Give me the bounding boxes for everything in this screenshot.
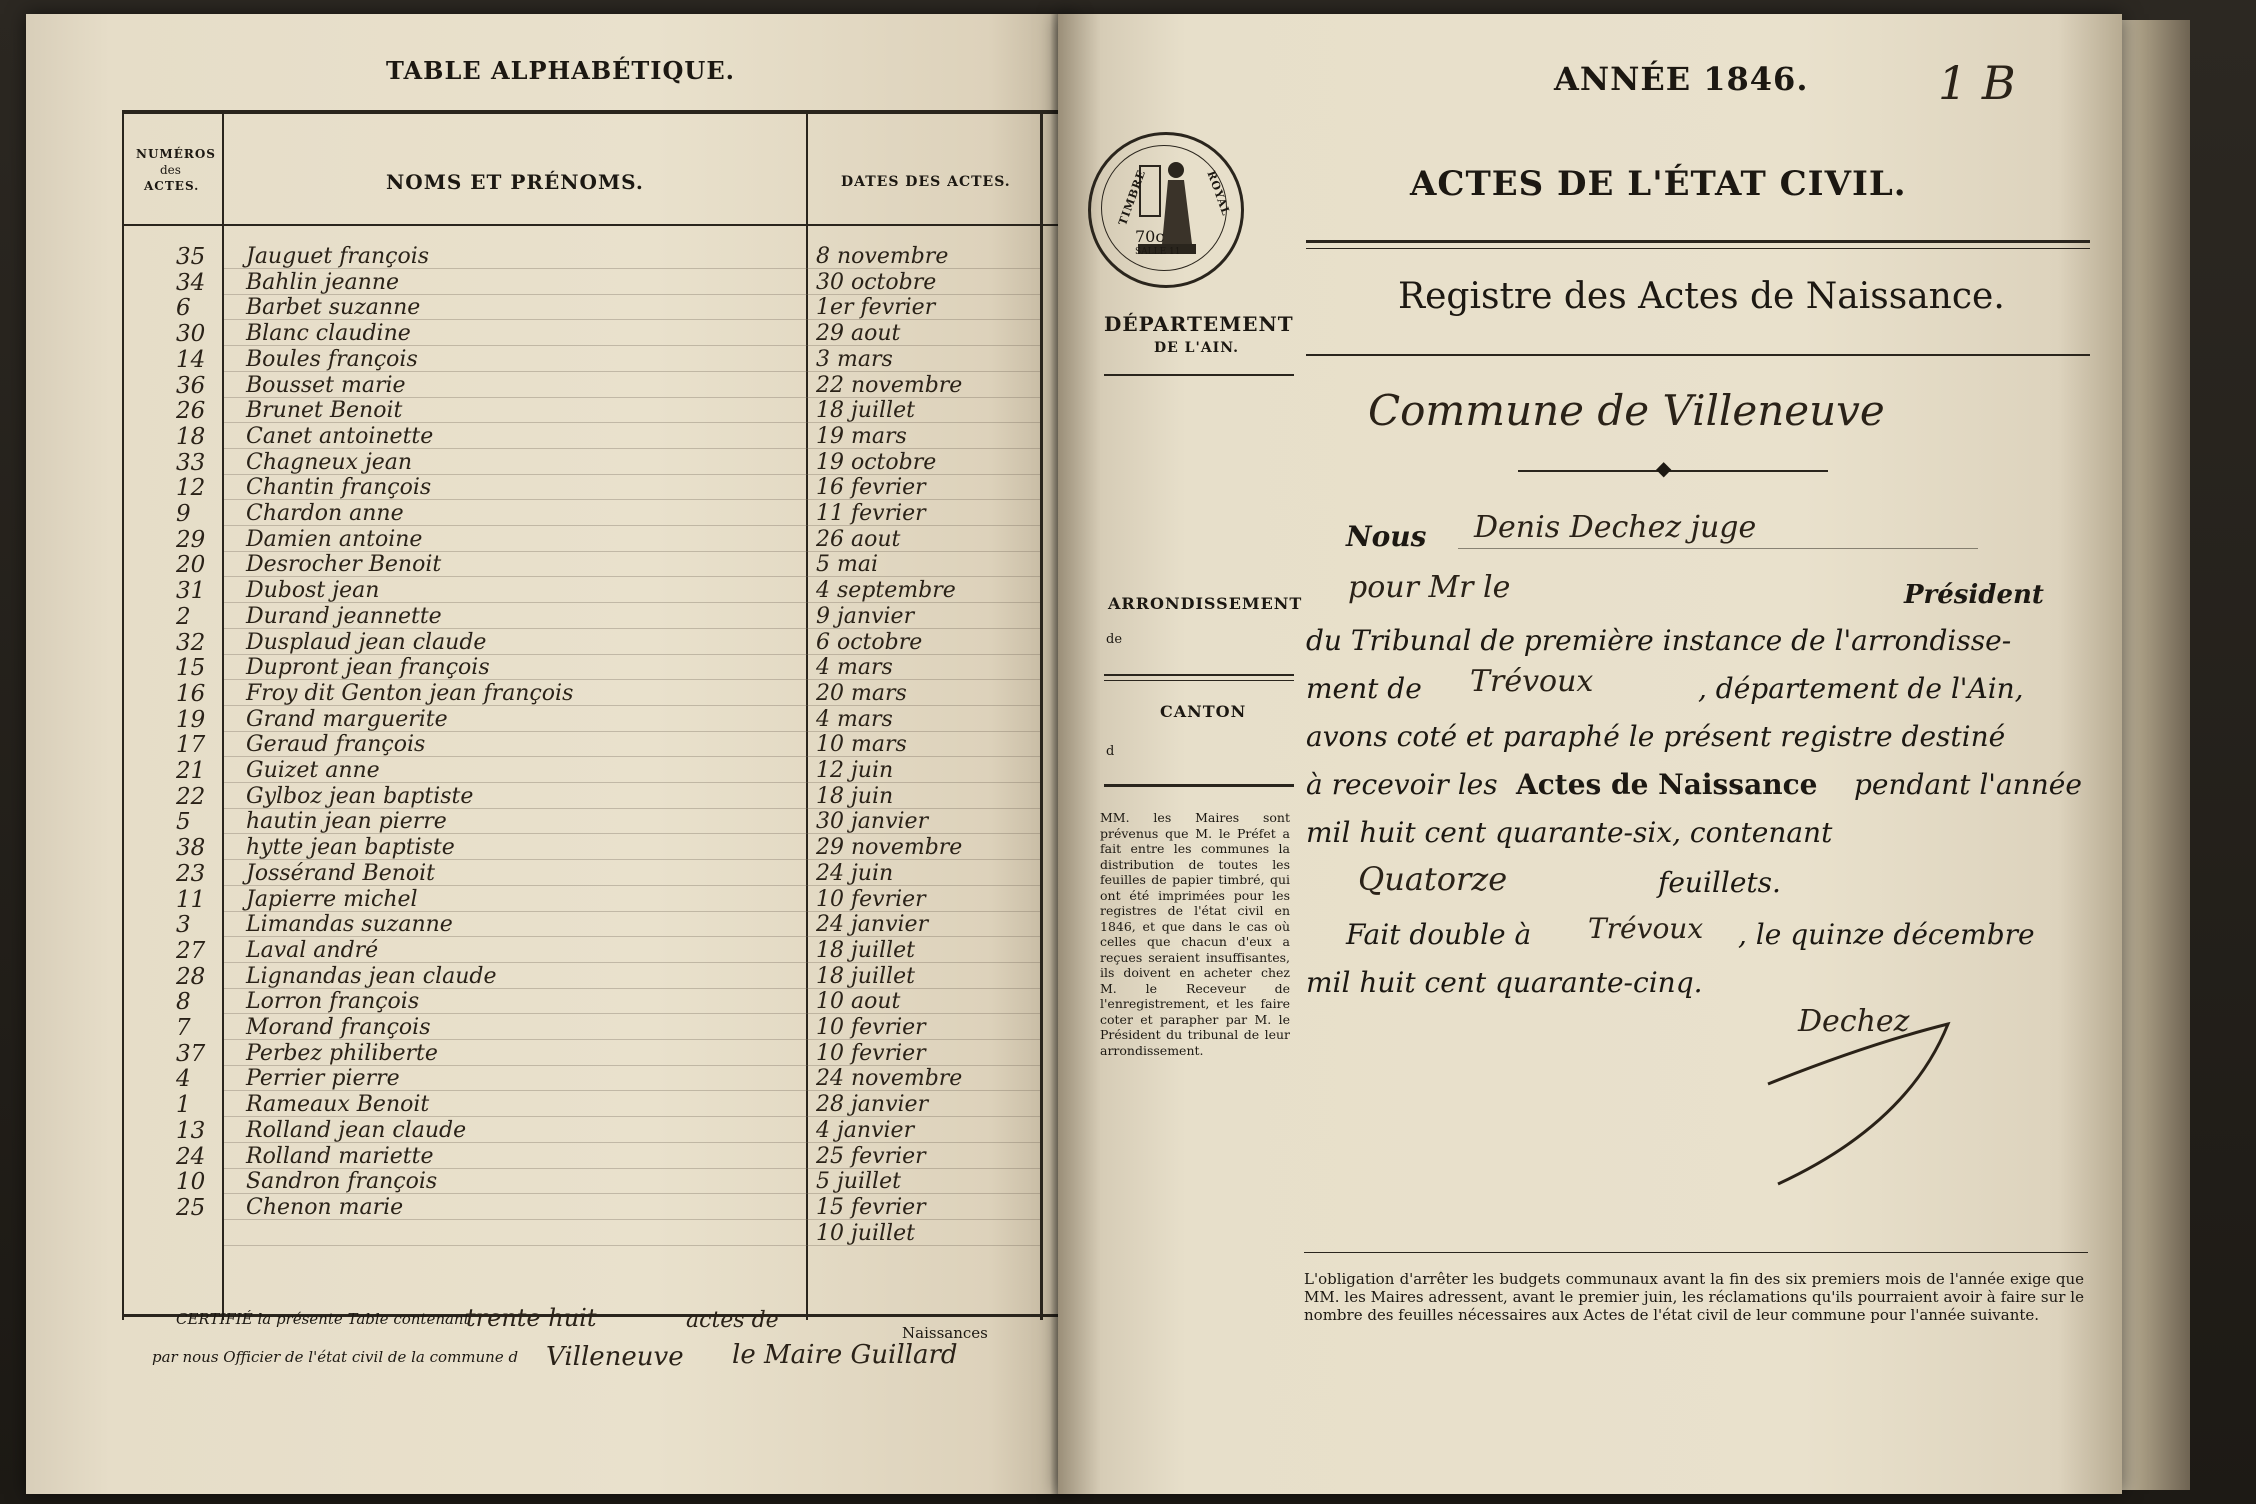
footer-rule [1304, 1252, 2088, 1253]
para-line3: avons coté et paraphé le présent registre destiné [1306, 720, 2006, 753]
row-name: Rolland jean claude [246, 1118, 467, 1143]
row-date: 6 octobre [816, 630, 923, 655]
para-line2b: , département de l'Ain, [1698, 672, 2024, 705]
row-number: 28 [176, 964, 206, 990]
row-name: Chantin françois [246, 475, 432, 500]
certification-commune: Villeneuve [546, 1342, 684, 1372]
trevoux-handwritten-1: Trévoux [1470, 664, 1594, 699]
stamp-sub: SALLE 11 [1135, 247, 1181, 257]
departement-value: DE L'AIN. [1154, 340, 1240, 356]
row-number: 20 [176, 552, 206, 578]
col-noms-header: NOMS ET PRÉNOMS. [386, 170, 644, 194]
row-name: Barbet suzanne [246, 295, 421, 320]
row-date: 18 juillet [816, 964, 915, 989]
row-date: 4 mars [816, 707, 893, 732]
row-date: 3 mars [816, 347, 893, 372]
certification-count: trente huit [466, 1304, 597, 1332]
row-number: 9 [176, 501, 191, 527]
row-name: Chardon anne [246, 501, 404, 526]
row-date: 29 novembre [816, 835, 963, 860]
row-date: 4 septembre [816, 578, 956, 603]
row-date: 11 fevrier [816, 501, 926, 526]
ornament-rule [1518, 470, 1828, 472]
row-date: 4 janvier [816, 1118, 915, 1143]
canton-label: CANTON [1160, 702, 1247, 721]
row-name: Brunet Benoit [246, 398, 403, 423]
row-name: Laval andré [246, 938, 379, 963]
table-right-border [1040, 110, 1043, 1320]
row-date: 30 octobre [816, 270, 937, 295]
row-date: 16 fevrier [816, 475, 926, 500]
row-number: 7 [176, 1015, 191, 1041]
row-name: Rameaux Benoit [246, 1092, 430, 1117]
para-line2a: ment de [1306, 672, 1422, 705]
row-name: Bousset marie [246, 373, 406, 398]
row-name: Geraud françois [246, 732, 426, 757]
row-name: Lorron françois [246, 989, 420, 1014]
registre-rule [1306, 354, 2090, 356]
row-number: 25 [176, 1195, 206, 1221]
row-number: 31 [176, 578, 206, 604]
row-name: Chenon marie [246, 1195, 404, 1220]
row-name: hytte jean baptiste [246, 835, 455, 860]
row-number: 21 [176, 758, 206, 784]
register-main-title: ACTES DE L'ÉTAT CIVIL. [1410, 164, 1907, 204]
row-date: 29 aout [816, 321, 901, 346]
row-name: Perbez philiberte [246, 1041, 438, 1066]
row-number: 26 [176, 398, 206, 424]
para-last: mil huit cent quarante-cinq. [1306, 966, 1703, 999]
row-date: 8 novembre [816, 244, 949, 269]
row-number: 34 [176, 270, 206, 296]
row-date: 25 fevrier [816, 1144, 926, 1169]
column-divider-numeros [222, 110, 224, 1320]
row-number: 4 [176, 1066, 191, 1092]
row-rule [224, 1245, 1040, 1246]
fait-double-label: Fait double à [1346, 918, 1532, 951]
certification-line2: par nous Officier de l'état civil de la commune d [152, 1348, 519, 1366]
certification-actes: actes de [686, 1308, 779, 1333]
signature-flourish-icon [1748, 1004, 2048, 1204]
row-name: Sandron françois [246, 1169, 438, 1194]
arrondissement-label: ARRONDISSEMENT [1108, 594, 1303, 613]
certification-signature: le Maire Guillard [732, 1340, 958, 1370]
row-date: 5 juillet [816, 1169, 901, 1194]
col-numeros-line1: NUMÉROS [136, 147, 216, 161]
row-number: 18 [176, 424, 206, 450]
certification-type: Naissances [902, 1324, 988, 1342]
quatorze-handwritten: Quatorze [1358, 860, 1508, 898]
canton-rule [1104, 784, 1294, 787]
row-date: 10 fevrier [816, 1041, 926, 1066]
row-date: 10 fevrier [816, 887, 926, 912]
col-dates-header: DATES DES ACTES. [841, 174, 1011, 190]
juge-name-handwritten: Denis Dechez juge [1474, 510, 1757, 545]
title-double-rule-bottom [1306, 248, 2090, 249]
row-number: 12 [176, 475, 206, 501]
row-name: Grand marguerite [246, 707, 448, 732]
row-date: 1er fevrier [816, 295, 936, 320]
row-number: 32 [176, 630, 206, 656]
row-name: Damien antoine [246, 527, 423, 552]
row-number: 17 [176, 732, 206, 758]
row-number: 27 [176, 938, 206, 964]
nous-label: Nous [1346, 520, 1427, 553]
row-number: 1 [176, 1092, 191, 1118]
row-date: 15 fevrier [816, 1195, 926, 1220]
row-name: Jauguet françois [246, 244, 430, 269]
para-line4c: pendant l'année [1854, 768, 2082, 801]
table-left-border [122, 110, 124, 1320]
table-top-rule [122, 110, 1066, 114]
stamp-figure-icon [1088, 132, 1238, 282]
row-number: 10 [176, 1169, 206, 1195]
departement-rule [1104, 374, 1294, 376]
row-name: Jossérand Benoit [246, 861, 436, 886]
row-date: 26 aout [816, 527, 901, 552]
col-numeros-line3: ACTES. [144, 179, 200, 193]
row-date: 9 janvier [816, 604, 915, 629]
row-number: 22 [176, 784, 206, 810]
para-line5: mil huit cent quarante-six, contenant [1306, 816, 1833, 849]
row-name: Dusplaud jean claude [246, 630, 487, 655]
row-name: hautin jean pierre [246, 809, 447, 834]
row-name: Blanc claudine [246, 321, 411, 346]
row-date: 10 fevrier [816, 1015, 926, 1040]
fait-date: , le quinze décembre [1738, 918, 2035, 951]
certification-line1: CERTIFIÉ la présente Table contenant [176, 1310, 470, 1328]
year-heading: ANNÉE 1846. [1554, 60, 1809, 98]
row-date: 19 octobre [816, 450, 937, 475]
stamp-value: 70c [1135, 227, 1165, 246]
row-name: Dubost jean [246, 578, 380, 603]
canton-de: d [1106, 744, 1115, 759]
row-date: 12 juin [816, 758, 894, 783]
row-number: 2 [176, 604, 191, 630]
nous-dotted-line [1458, 548, 1978, 549]
row-date: 18 juillet [816, 398, 915, 423]
left-page [26, 14, 1072, 1494]
row-name: Morand françois [246, 1015, 431, 1040]
para-line4b: Actes de Naissance [1516, 768, 1818, 801]
signature-handwritten: Dechez [1798, 1004, 1910, 1039]
trevoux-handwritten-2: Trévoux [1588, 912, 1704, 945]
row-number: 11 [176, 887, 206, 913]
stamp-royal: ROYAL [1204, 169, 1233, 218]
row-name: Chagneux jean [246, 450, 413, 475]
column-divider-dates [806, 110, 808, 1320]
row-date: 5 mai [816, 552, 879, 577]
row-number: 13 [176, 1118, 206, 1144]
row-name: Bahlin jeanne [246, 270, 400, 295]
row-date: 18 juillet [816, 938, 915, 963]
royal-stamp [1088, 132, 1244, 288]
row-date: 18 juin [816, 784, 894, 809]
departement-label: DÉPARTEMENT [1104, 312, 1294, 336]
row-number: 37 [176, 1041, 206, 1067]
row-name: Boules françois [246, 347, 418, 372]
para-line1: du Tribunal de première instance de l'arrondisse- [1306, 624, 2012, 657]
row-date: 30 janvier [816, 809, 929, 834]
arrondissement-rule [1104, 674, 1294, 676]
row-name: Canet antoinette [246, 424, 434, 449]
row-number: 24 [176, 1144, 206, 1170]
row-date: 10 aout [816, 989, 901, 1014]
row-number: 5 [176, 809, 191, 835]
row-number: 3 [176, 912, 191, 938]
row-number: 23 [176, 861, 206, 887]
row-number: 15 [176, 655, 206, 681]
row-date: 24 janvier [816, 912, 929, 937]
registre-title: Registre des Actes de Naissance. [1398, 276, 2005, 317]
row-number: 6 [176, 295, 191, 321]
budget-footer-note: L'obligation d'arrêter les budgets communaux avant la fin des six premiers mois de l'année exige que MM. les Maires adressent, avant le premier juin, les réclamations qu'ils pourraient avoir à faire sur le nombre des feuilles nécessaires aux Actes de l'état civil de leur commune pour l'année suivante. [1304, 1270, 2084, 1324]
pour-handwritten: pour Mr le [1348, 570, 1511, 605]
page-stack-edge [2110, 20, 2190, 1490]
row-name: Japierre michel [246, 887, 418, 912]
arrondissement-rule-2 [1104, 680, 1294, 681]
row-name: Rolland mariette [246, 1144, 434, 1169]
para-line4a: à recevoir les [1306, 768, 1498, 801]
row-number: 30 [176, 321, 206, 347]
title-double-rule-top [1306, 240, 2090, 243]
row-date: 10 mars [816, 732, 907, 757]
left-page-title: TABLE ALPHABÉTIQUE. [386, 56, 735, 85]
row-number: 36 [176, 373, 206, 399]
row-date: 24 novembre [816, 1066, 963, 1091]
row-name: Desrocher Benoit [246, 552, 442, 577]
row-number: 19 [176, 707, 206, 733]
commune-handwritten: Commune de Villeneuve [1368, 386, 1885, 435]
feuillets-label: feuillets. [1658, 866, 1781, 899]
row-number: 38 [176, 835, 206, 861]
right-page [1058, 14, 2122, 1494]
president-label: Président [1904, 580, 2044, 610]
row-name: Durand jeannette [246, 604, 442, 629]
row-date: 20 mars [816, 681, 907, 706]
ornament-diamond: ◆ [1656, 456, 1672, 480]
stamp-timbre: TIMBRE [1116, 167, 1149, 228]
row-name: Limandas suzanne [246, 912, 453, 937]
row-number: 8 [176, 989, 191, 1015]
row-name: Lignandas jean claude [246, 964, 497, 989]
row-number: 29 [176, 527, 206, 553]
row-name: Dupront jean françois [246, 655, 490, 680]
row-date: 24 juin [816, 861, 894, 886]
row-name: Froy dit Genton jean françois [246, 681, 574, 706]
row-number: 35 [176, 244, 206, 270]
row-date: 22 novembre [816, 373, 963, 398]
col-numeros-line2: des [160, 163, 181, 177]
folio-number: 1 B [1938, 56, 2016, 110]
maires-notice: MM. les Maires sont prévenus que M. le Préfet a fait entre les communes la distribution de toutes les feuilles de papier timbré, qui ont été imprimées pour les registres de l'état civil en 1846, et que dans le cas où celles que chacun d'eux a reçues seraient insuffisantes, ils doivent en acheter chez M. le Receveur de l'enregistrement, et les faire coter et parapher par M. le Président du tribunal de leur arrondissement. [1100, 810, 1290, 1058]
row-name: Perrier pierre [246, 1066, 400, 1091]
table-header-rule [122, 224, 1066, 226]
row-number: 16 [176, 681, 206, 707]
row-date: 19 mars [816, 424, 907, 449]
row-date: 4 mars [816, 655, 893, 680]
row-date: 28 janvier [816, 1092, 929, 1117]
row-name: Guizet anne [246, 758, 380, 783]
row-number: 14 [176, 347, 206, 373]
row-number: 33 [176, 450, 206, 476]
row-name: Gylboz jean baptiste [246, 784, 474, 809]
row-date: 10 juillet [816, 1221, 915, 1246]
arrondissement-de: de [1106, 632, 1123, 647]
